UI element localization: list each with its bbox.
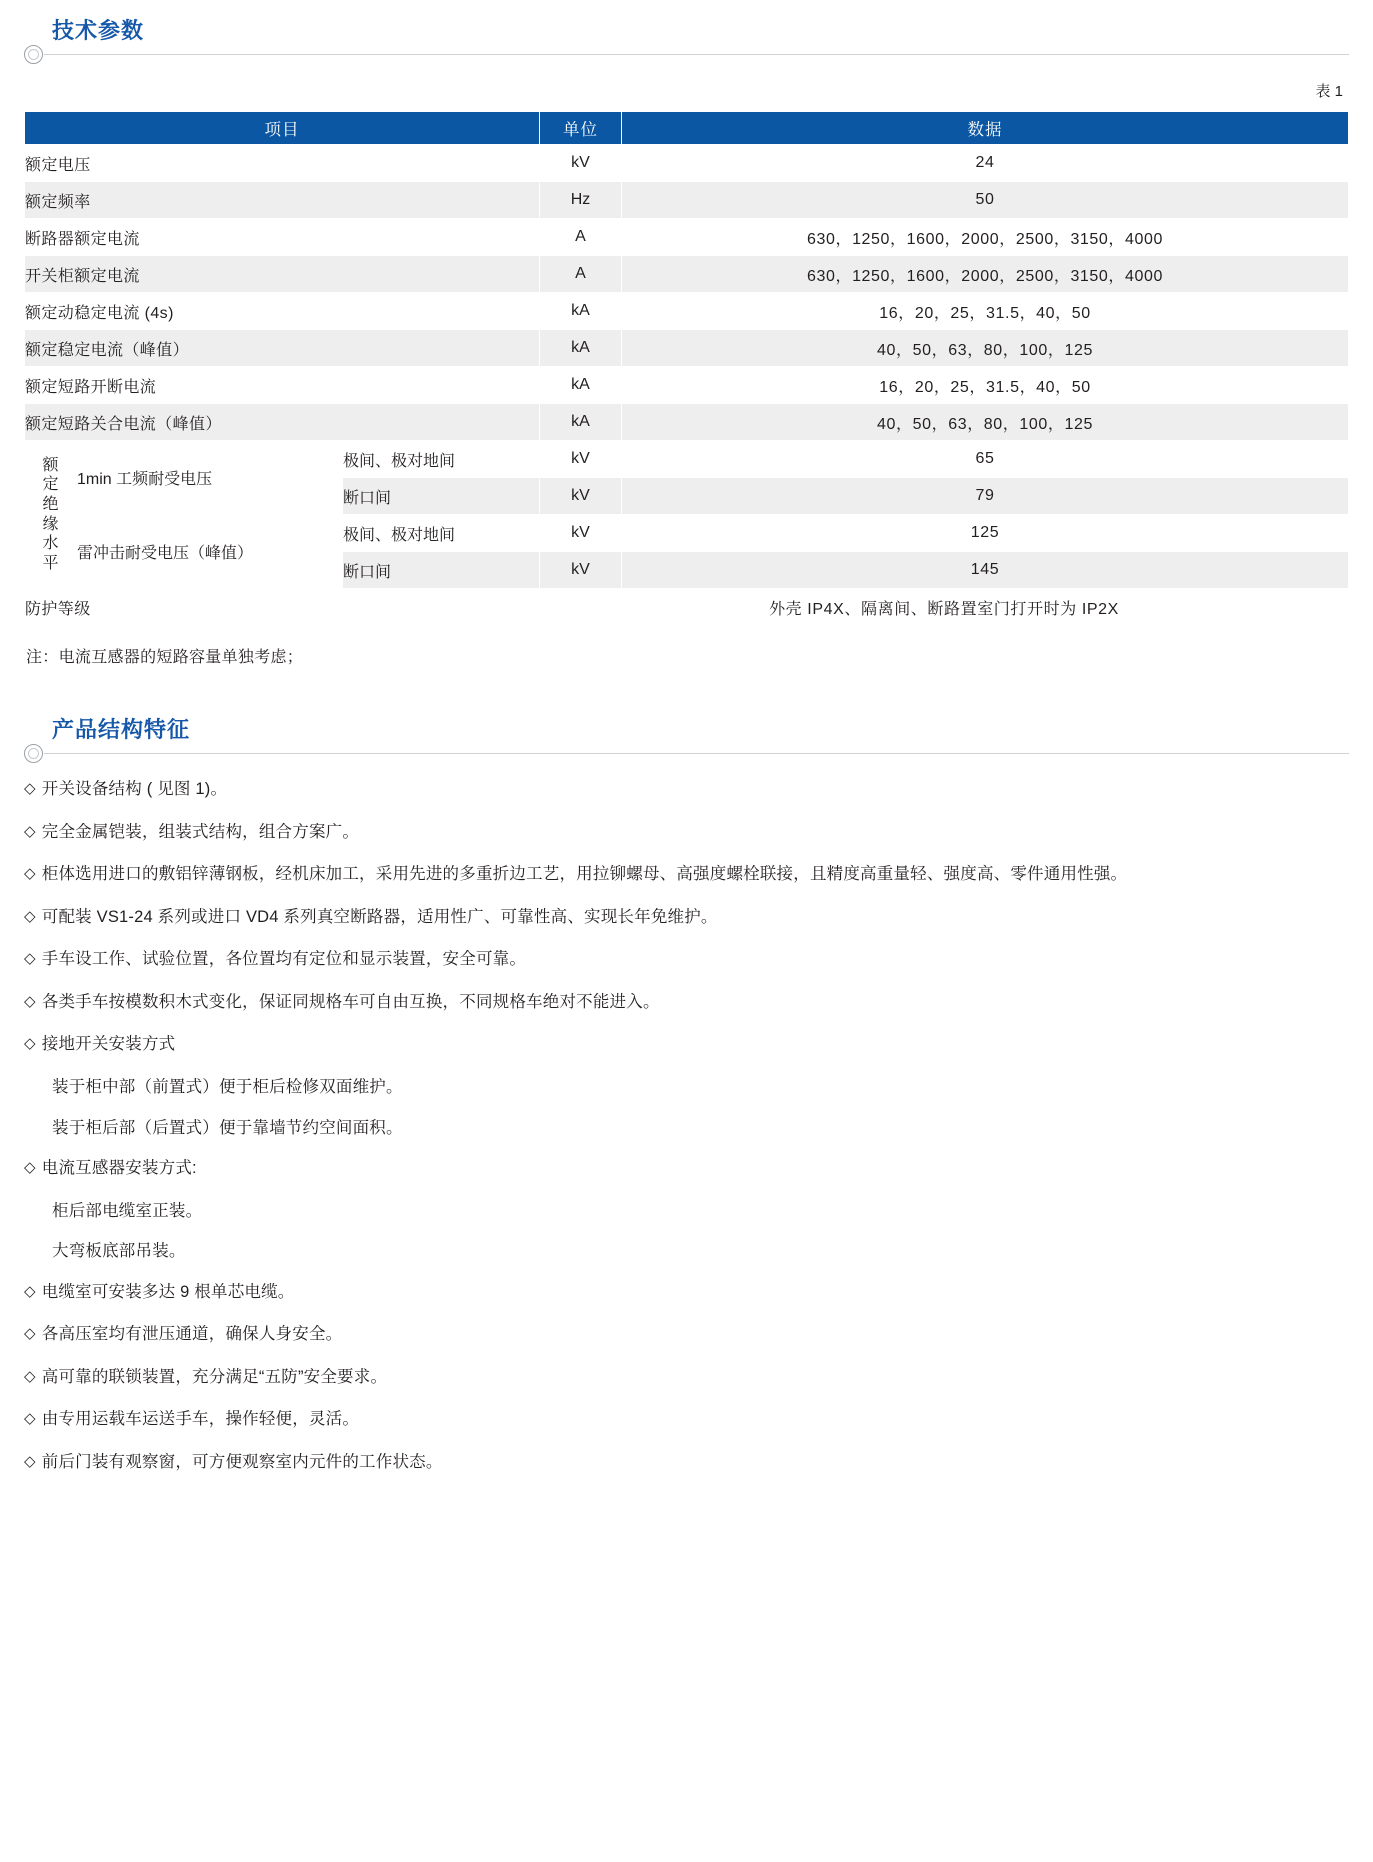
row-unit: kV	[540, 478, 622, 515]
row-data: 16，20，25，31.5，40，50	[622, 293, 1349, 330]
row-unit: kV	[540, 441, 622, 478]
diamond-bullet-icon: ◇	[24, 1159, 36, 1177]
table-row	[25, 404, 1349, 441]
feature-item-text: 高可靠的联锁装置，充分满足“五防”安全要求。	[41, 1367, 388, 1386]
row-unit: kV	[540, 552, 622, 589]
feature-item	[24, 905, 1349, 931]
row-item: 断路器额定电流	[25, 219, 540, 256]
row-unit: Hz	[540, 182, 622, 219]
feature-item-text: 各高压室均有泄压通道，确保人身安全。	[41, 1325, 343, 1344]
feature-item-text: 电流互感器安装方式:	[41, 1159, 197, 1178]
insulation-sub: 极间、极对地间	[343, 515, 540, 552]
feature-item-text: 各类手车按模数积木式变化，保证同规格车可自由互换，不同规格车绝对不能进入。	[41, 992, 660, 1011]
ring-marker-icon	[24, 744, 43, 763]
feature-item-text: 柜体选用进口的敷铝锌薄钢板，经机床加工，采用先进的多重折边工艺，用拉铆螺母、高强度螺栓联接，且精度高重量轻、强度高、零件通用性强。	[41, 865, 1128, 884]
feature-item-text: 大弯板底部吊装。	[52, 1242, 186, 1261]
diamond-bullet-icon: ◇	[24, 822, 36, 840]
row-unit: kA	[540, 293, 622, 330]
row-data: 79	[622, 478, 1349, 515]
section-title-features: 产品结构特征	[52, 717, 191, 742]
row-data: 125	[622, 515, 1349, 552]
row-data: 16，20，25，31.5，40，50	[622, 367, 1349, 404]
feature-item-text: 电缆室可安装多达 9 根单芯电缆。	[41, 1282, 295, 1301]
feature-item	[24, 862, 1349, 888]
table-row-protection	[25, 589, 1349, 626]
feature-item	[24, 1199, 1349, 1225]
row-item: 额定稳定电流（峰值）	[25, 330, 540, 367]
table-row-insulation	[25, 515, 1349, 552]
row-unit: kV	[540, 145, 622, 182]
diamond-bullet-icon: ◇	[24, 1410, 36, 1428]
table-caption: 表 1	[1315, 83, 1343, 100]
row-unit: A	[540, 219, 622, 256]
feature-item	[24, 1239, 1349, 1265]
table-row	[25, 256, 1349, 293]
feature-item-text: 柜后部电缆室正装。	[52, 1201, 203, 1220]
row-data: 外壳 IP4X、隔离间、断路置室门打开时为 IP2X	[540, 589, 1349, 626]
diamond-bullet-icon: ◇	[24, 780, 36, 797]
feature-item-text: 完全金属铠装，组装式结构，组合方案广。	[41, 822, 360, 841]
feature-item	[24, 1075, 1349, 1101]
row-item: 防护等级	[25, 589, 540, 626]
row-data: 40，50，63，80，100，125	[622, 330, 1349, 367]
table-row	[25, 182, 1349, 219]
table-header-row	[25, 112, 1349, 145]
feature-item-text: 前后门装有观察窗，可方便观察室内元件的工作状态。	[41, 1453, 443, 1471]
feature-item	[24, 1322, 1349, 1348]
row-item: 额定动稳定电流 (4s)	[25, 293, 540, 330]
diamond-bullet-icon: ◇	[24, 907, 36, 925]
section-title-tech: 技术参数	[52, 18, 145, 43]
section-divider	[44, 54, 1349, 55]
section-divider	[44, 753, 1349, 754]
row-data: 630，1250，1600，2000，2500，3150，4000	[622, 219, 1349, 256]
spec-table	[24, 111, 1349, 626]
section-header-tech	[24, 14, 1349, 66]
diamond-bullet-icon: ◇	[24, 950, 36, 968]
row-unit: kA	[540, 330, 622, 367]
row-data: 65	[622, 441, 1349, 478]
row-item: 开关柜额定电流	[25, 256, 540, 293]
insulation-sub: 断口间	[343, 478, 540, 515]
row-unit: kV	[540, 515, 622, 552]
row-item: 额定短路关合电流（峰值）	[25, 404, 540, 441]
feature-item	[24, 1407, 1349, 1433]
feature-item	[24, 777, 1349, 803]
feature-item	[24, 1156, 1349, 1182]
table-row	[25, 293, 1349, 330]
table-row	[25, 145, 1349, 182]
row-unit: A	[540, 256, 622, 293]
feature-item-text: 手车设工作、试验位置，各位置均有定位和显示装置，安全可靠。	[41, 950, 527, 969]
diamond-bullet-icon: ◇	[24, 1035, 36, 1053]
feature-item	[24, 1450, 1349, 1476]
insulation-group-name: 雷冲击耐受电压（峰值）	[77, 515, 343, 589]
diamond-bullet-icon: ◇	[24, 1325, 36, 1343]
row-data: 145	[622, 552, 1349, 589]
table-header-unit: 单位	[540, 112, 622, 145]
feature-item	[24, 990, 1349, 1016]
feature-item	[24, 820, 1349, 846]
row-data: 40，50，63，80，100，125	[622, 404, 1349, 441]
row-data: 24	[622, 145, 1349, 182]
feature-item-text: 接地开关安装方式	[41, 1035, 176, 1054]
table-row-insulation	[25, 441, 1349, 478]
diamond-bullet-icon: ◇	[24, 1367, 36, 1385]
insulation-sub: 极间、极对地间	[343, 441, 540, 478]
diamond-bullet-icon: ◇	[24, 1282, 36, 1300]
insulation-label: 额 定 绝 缘 水 平	[25, 441, 77, 589]
section-header-features	[24, 713, 1349, 765]
row-item: 额定电压	[25, 145, 540, 182]
row-unit: kA	[540, 404, 622, 441]
row-item: 额定短路开断电流	[25, 367, 540, 404]
feature-item	[24, 1032, 1349, 1058]
feature-list	[24, 777, 1349, 1476]
feature-item-text: 开关设备结构 ( 见图 1)。	[41, 780, 228, 798]
diamond-bullet-icon: ◇	[24, 1453, 36, 1470]
feature-item	[24, 947, 1349, 973]
row-data: 50	[622, 182, 1349, 219]
ring-marker-icon	[24, 45, 43, 64]
row-item: 额定频率	[25, 182, 540, 219]
feature-item	[24, 1280, 1349, 1306]
table-header-item: 项目	[25, 112, 540, 145]
feature-item-text: 可配装 VS1-24 系列或进口 VD4 系列真空断路器，适用性广、可靠性高、实现长年免维护。	[41, 907, 718, 926]
insulation-group-name: 1min 工频耐受电压	[77, 441, 343, 515]
feature-item-text: 装于柜中部（前置式）便于柜后检修双面维护。	[52, 1077, 403, 1096]
table-header-data: 数据	[622, 112, 1349, 145]
diamond-bullet-icon: ◇	[24, 865, 36, 883]
diamond-bullet-icon: ◇	[24, 992, 36, 1010]
table-note: 注：电流互感器的短路容量单独考虑；	[26, 649, 304, 666]
feature-item	[24, 1116, 1349, 1142]
row-unit: kA	[540, 367, 622, 404]
insulation-sub: 断口间	[343, 552, 540, 589]
table-row	[25, 330, 1349, 367]
feature-item-text: 装于柜后部（后置式）便于靠墙节约空间面积。	[52, 1118, 403, 1137]
document-page	[0, 14, 1373, 1862]
table-row	[25, 219, 1349, 256]
feature-item	[24, 1365, 1349, 1391]
table-row	[25, 367, 1349, 404]
feature-item-text: 由专用运载车运送手车，操作轻便，灵活。	[41, 1410, 360, 1429]
row-data: 630，1250，1600，2000，2500，3150，4000	[622, 256, 1349, 293]
